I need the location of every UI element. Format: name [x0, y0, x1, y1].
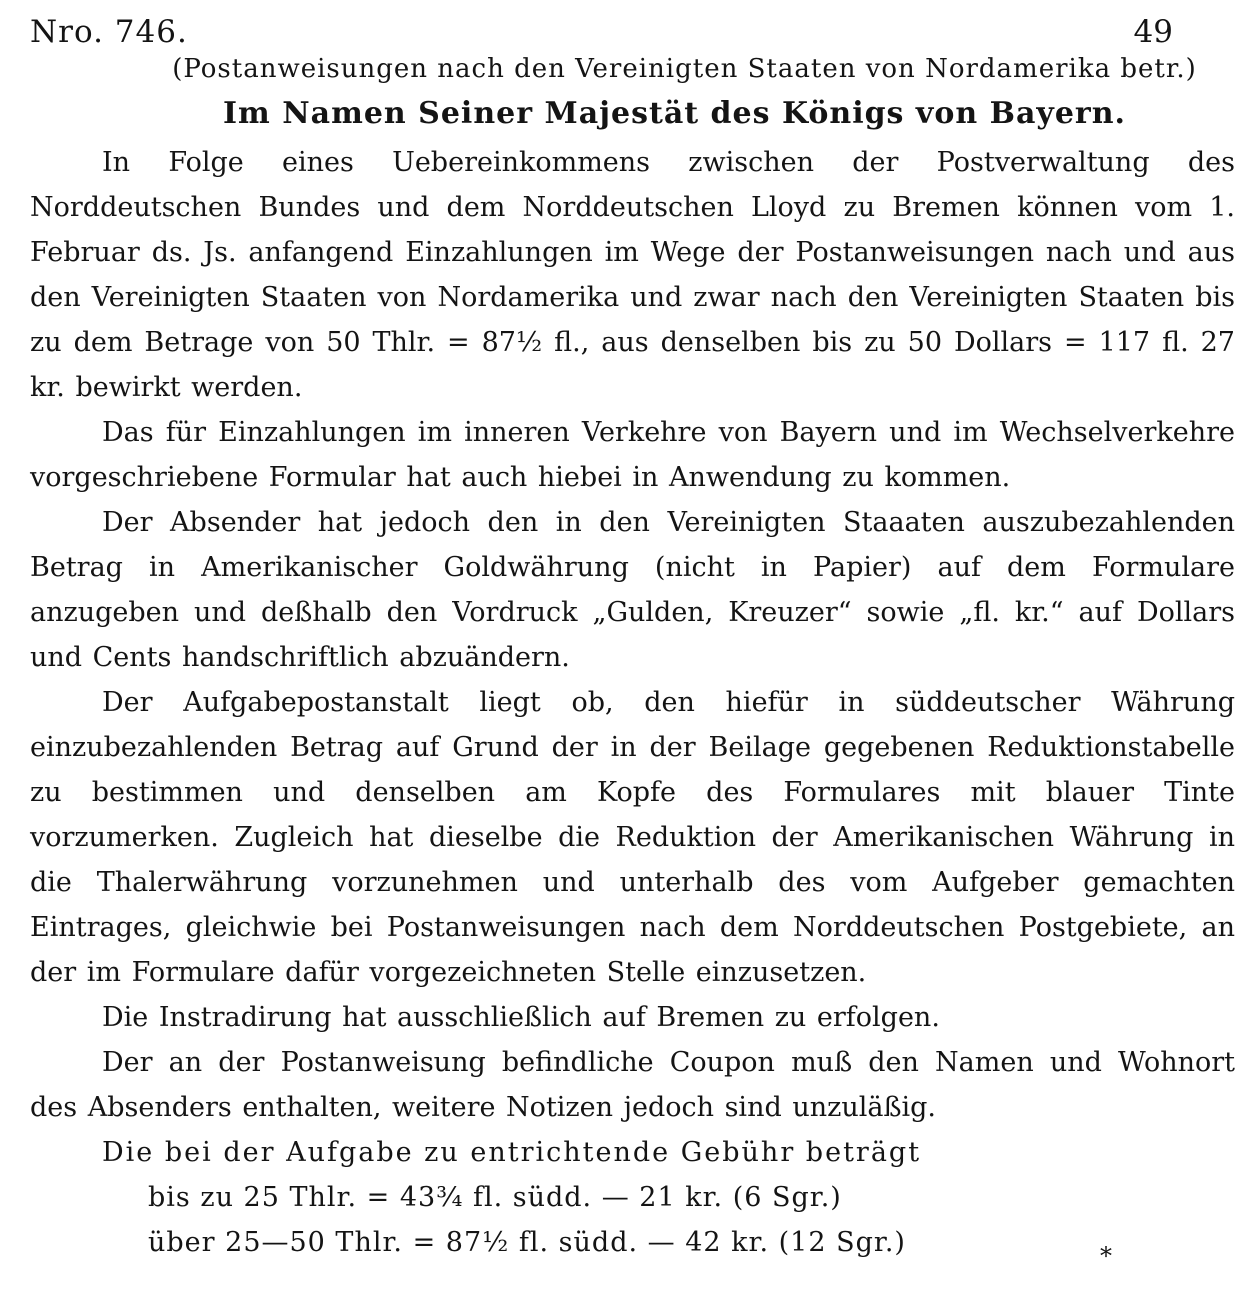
paragraph-form: Das für Einzahlungen im inneren Verkehre von Bayern und im Wechselverkehre vorgeschriebene Formular hat auch hiebei in Anwendung zu kommen.: [30, 417, 1235, 493]
paragraph-reduction: Der Aufgabepostanstalt liegt ob, den hiefür in süddeutscher Währung einzubezahlenden Betrag auf Grund der in der Beilage gegebenen Reduktionstabelle zu bestimmen und denselben am Kopfe des Formulares mit blauer Tinte vorzumerken. Zugleich hat dieselbe die Reduktion der Amerikanischen Währung in die Thalerwährung vorzunehmen und unterhalb des vom Aufgeber gemachten Eintrages, gleichwie bei Postanweisungen nach dem Norddeutschen Postgebiete, an der im Formulare dafür vorgezeichneten Stelle einzusetzen.: [30, 687, 1235, 988]
document-heading: Im Namen Seiner Majestät des Königs von Bayern.: [223, 96, 1126, 131]
fee-row-25-to-50: über 25—50 Thlr. = 87½ fl. südd. — 42 kr. (12 Sgr.): [148, 1227, 906, 1258]
page-number: 49: [1133, 14, 1173, 50]
document-number: Nro. 746.: [30, 14, 188, 50]
paragraph-coupon: Der an der Postanweisung befindliche Coupon muß den Namen und Wohnort des Absenders enthalten, weitere Notizen jedoch sind unzuläßig.: [30, 1047, 1235, 1123]
paragraph-currency: Der Absender hat jedoch den in den Vereinigten Staaaten auszubezahlenden Betrag in Amerikanischer Goldwährung (nicht in Papier) auf dem Formulare anzugeben und deßhalb den Vordruck „Gulden, Kreuzer“ sowie „fl. kr.“ auf Dollars und Cents handschriftlich abzuändern.: [30, 507, 1235, 673]
document-body: [30, 140, 1235, 1265]
fee-row-up-to-25: bis zu 25 Thlr. = 43¾ fl. südd. — 21 kr. (6 Sgr.): [148, 1182, 842, 1213]
document-subject: (Postanweisungen nach den Vereinigten Staaten von Nordamerika betr.): [172, 54, 1197, 84]
page-header: [30, 14, 1173, 58]
paragraph-routing: Die Instradirung hat ausschließlich auf Bremen zu erfolgen.: [102, 1002, 940, 1033]
paragraph-agreement: In Folge eines Uebereinkommens zwischen der Postverwaltung des Norddeutschen Bundes und dem Norddeutschen Lloyd zu Bremen können vom 1. Februar ds. Js. anfangend Einzahlungen im Wege der Postanweisungen nach und aus den Vereinigten Staaten von Nordamerika und zwar nach den Vereinigten Staaten bis zu dem Betrage von 50 Thlr. = 87½ fl., aus denselben bis zu 50 Dollars = 117 fl. 27 kr. bewirkt werden.: [30, 147, 1235, 403]
fee-intro: Die bei der Aufgabe zu entrichtende Gebühr beträgt: [102, 1137, 922, 1168]
footnote-mark: *: [1100, 1242, 1112, 1270]
